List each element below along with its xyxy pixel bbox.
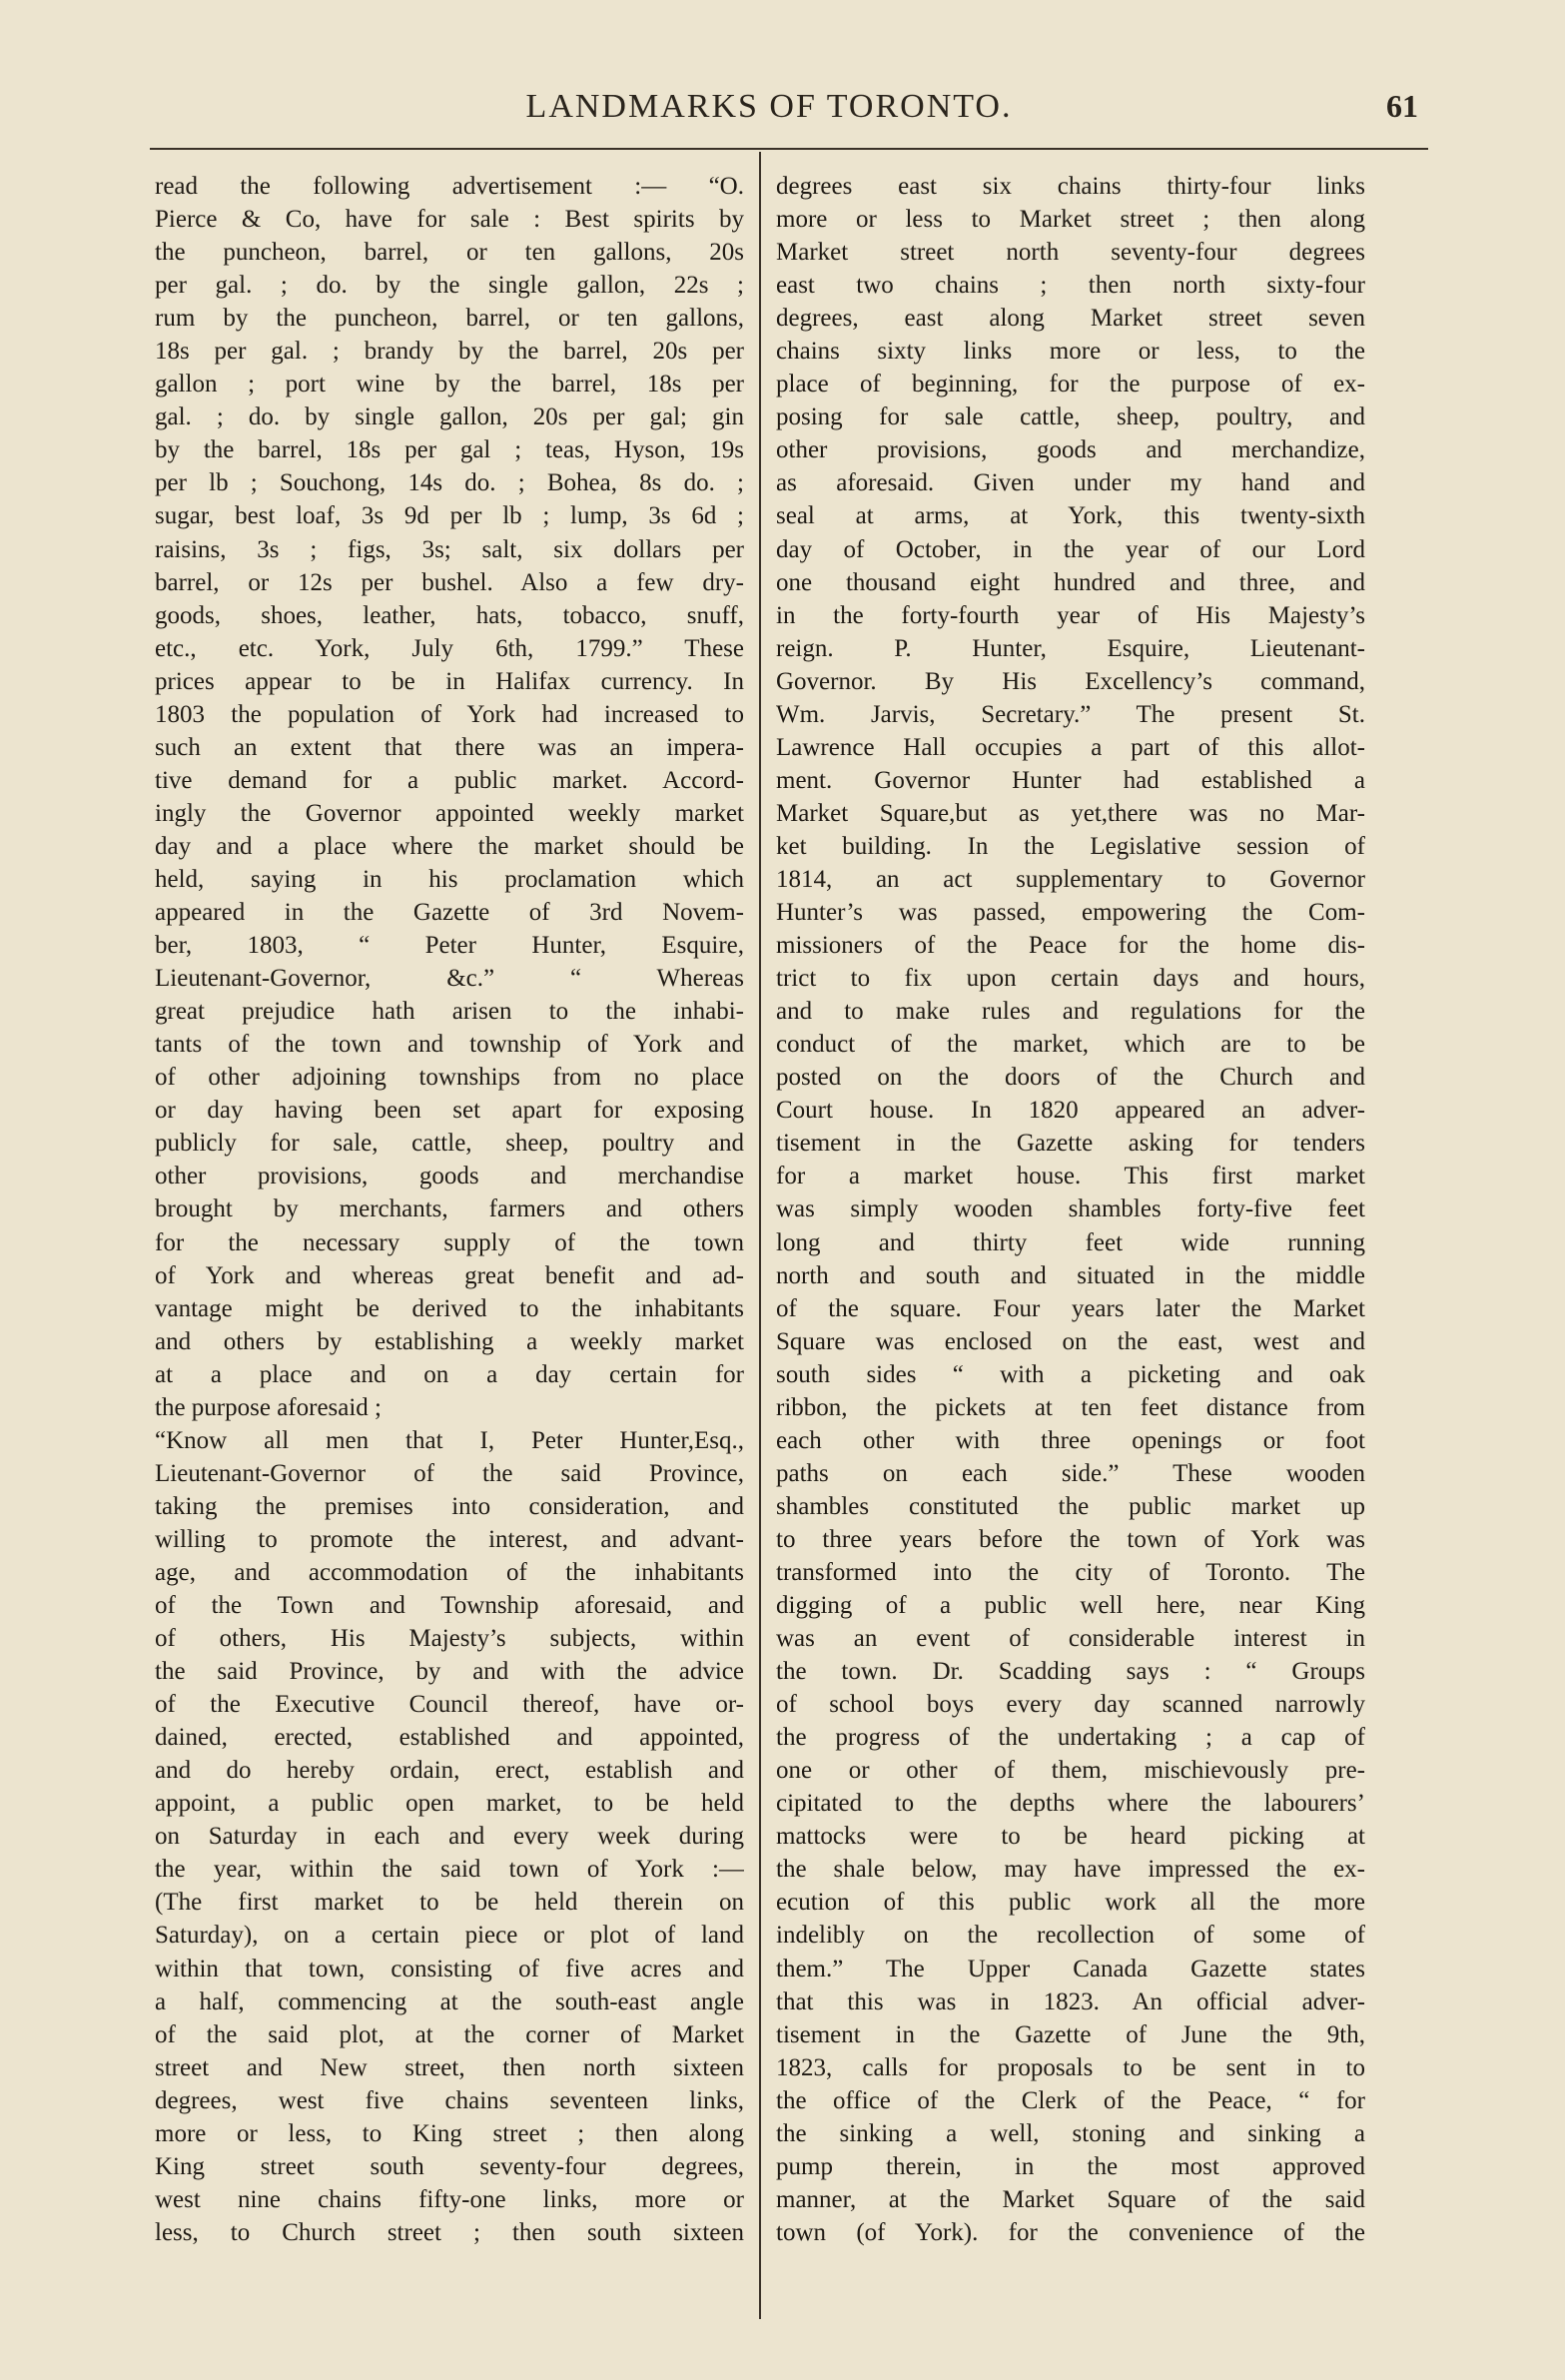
text-line: of the said plot, at the corner of Market [155,2020,744,2048]
text-line: missioners of the Peace for the home dis- [776,932,1365,960]
text-line: brought by merchants, farmers and others [155,1195,744,1223]
text-line: 1823, calls for proposals to be sent in to [776,2053,1365,2081]
text-line: by the barrel, 18s per gal ; teas, Hyson, 19s [155,436,744,464]
text-line: sugar, best loaf, 3s 9d per lb ; lump, 3s 6d ; [155,502,744,530]
text-line: raisins, 3s ; figs, 3s; salt, six dollars per [155,535,744,563]
text-line: long and thirty feet wide running [776,1228,1365,1256]
text-line: reign. P. Hunter, Esquire, Lieutenant- [776,634,1365,662]
text-line: day of October, in the year of our Lord [776,535,1365,563]
text-line: in the forty-fourth year of His Majesty’s [776,601,1365,629]
text-line: dained, erected, established and appointed, [155,1724,744,1752]
text-line: Lieutenant-Governor of the said Province, [155,1459,744,1487]
text-line: other provisions, goods and merchandise [155,1163,744,1190]
text-line: tisement in the Gazette of June the 9th, [776,2020,1365,2048]
text-line: paths on each side.” These wooden [776,1459,1365,1487]
text-line: indelibly on the recollection of some of [776,1922,1365,1950]
text-line: per lb ; Souchong, 14s do. ; Bohea, 8s do. ; [155,469,744,497]
text-line: ket building. In the Legislative session of [776,832,1365,860]
text-line: less, to Church street ; then south sixteen [155,2218,744,2246]
text-line: trict to fix upon certain days and hours, [776,965,1365,993]
text-line: the town. Dr. Scadding says : “ Groups [776,1658,1365,1686]
text-line: transformed into the city of Toronto. The [776,1558,1365,1586]
text-line: more or less to Market street ; then along [776,206,1365,234]
text-line: of the Town and Township aforesaid, and [155,1592,744,1620]
text-line: within that town, consisting of five acres and [155,1955,744,1983]
text-line: as aforesaid. Given under my hand and [776,469,1365,497]
text-line: 1803 the population of York had increased to [155,700,744,728]
column-divider [759,152,761,2319]
text-line: prices appear to be in Halifax currency. In [155,667,744,695]
text-line: at a place and on a day certain for [155,1360,744,1388]
text-line: the shale below, may have impressed the ex- [776,1856,1365,1884]
text-line: the purpose aforesaid ; [155,1393,383,1421]
text-line: “Know all men that I, Peter Hunter,Esq., [155,1426,744,1454]
text-line: Court house. In 1820 appeared an adver- [776,1097,1365,1125]
text-line: and do hereby ordain, erect, establish and [155,1757,744,1785]
text-line: Pierce & Co, have for sale : Best spirits by [155,206,744,234]
text-line: a half, commencing at the south-east angle [155,1987,744,2015]
right-column [776,170,1365,2249]
text-line: on Saturday in each and every week during [155,1823,744,1851]
text-line: held, saying in his proclamation which [155,865,744,893]
text-line: for the necessary supply of the town [155,1228,744,1256]
text-line: per gal. ; do. by the single gallon, 22s ; [155,272,744,300]
text-line: more or less, to King street ; then along [155,2119,744,2147]
text-line: south sides “ with a picketing and oak [776,1360,1365,1388]
text-line: that this was in 1823. An official adver- [776,1987,1365,2015]
text-line: great prejudice hath arisen to the inhabi- [155,998,744,1026]
text-line: and to make rules and regulations for the [776,998,1365,1026]
text-line: and others by establishing a weekly market [155,1327,744,1355]
left-column [155,170,744,2249]
text-line: appoint, a public open market, to be held [155,1790,744,1818]
text-line: was simply wooden shambles forty-five feet [776,1195,1365,1223]
text-line: west nine chains fifty-one links, more or [155,2185,744,2213]
text-line: Governor. By His Excellency’s command, [776,667,1365,695]
text-line: Saturday), on a certain piece or plot of land [155,1922,744,1950]
page-title: LANDMARKS OF TORONTO. [525,88,1013,125]
text-line: one thousand eight hundred and three, and [776,568,1365,596]
text-line: such an extent that there was an impera- [155,733,744,761]
text-line: ecution of this public work all the more [776,1889,1365,1917]
text-line: posted on the doors of the Church and [776,1064,1365,1092]
text-line: the puncheon, barrel, or ten gallons, 20s [155,239,744,267]
running-header [150,88,1418,138]
text-line: degrees, east along Market street seven [776,305,1365,333]
text-line: of York and whereas great benefit and ad- [155,1261,744,1289]
text-line: one or other of them, mischievously pre- [776,1757,1365,1785]
text-line: conduct of the market, which are to be [776,1031,1365,1059]
text-line: goods, shoes, leather, hats, tobacco, snuff, [155,601,744,629]
text-line: appeared in the Gazette of 3rd Novem- [155,899,744,927]
text-line: barrel, or 12s per bushel. Also a few dry- [155,568,744,596]
text-line: degrees east six chains thirty-four links [776,173,1365,200]
text-line: King street south seventy-four degrees, [155,2152,744,2180]
text-line: seal at arms, at York, this twenty-sixth [776,502,1365,530]
text-line: ingly the Governor appointed weekly market [155,799,744,827]
text-line: read the following advertisement :— “O. [155,173,744,200]
text-line: shambles constituted the public market up [776,1492,1365,1520]
text-line: 18s per gal. ; brandy by the barrel, 20s per [155,338,744,366]
text-line: 1814, an act supplementary to Governor [776,865,1365,893]
text-line: east two chains ; then north sixty-four [776,272,1365,300]
text-line: publicly for sale, cattle, sheep, poultry and [155,1130,744,1158]
header-rule [150,148,1428,150]
text-line: of other adjoining townships from no place [155,1064,744,1092]
text-line: of others, His Majesty’s subjects, within [155,1625,744,1653]
text-line: of the square. Four years later the Market [776,1294,1365,1322]
text-line: gallon ; port wine by the barrel, 18s per [155,371,744,398]
text-line: Lieutenant-Governor, &c.” “ Whereas [155,965,744,993]
text-line: willing to promote the interest, and advant- [155,1525,744,1553]
text-line: north and south and situated in the middle [776,1261,1365,1289]
text-line: was an event of considerable interest in [776,1625,1365,1653]
text-line: Wm. Jarvis, Secretary.” The present St. [776,700,1365,728]
text-line: (The first market to be held therein on [155,1889,744,1917]
text-line: Square was enclosed on the east, west and [776,1327,1365,1355]
text-line: ment. Governor Hunter had established a [776,766,1365,794]
text-line: Market street north seventy-four degrees [776,239,1365,267]
text-line: ber, 1803, “ Peter Hunter, Esquire, [155,932,744,960]
text-line: digging of a public well here, near King [776,1592,1365,1620]
text-line: tive demand for a public market. Accord- [155,766,744,794]
text-line: the said Province, by and with the advice [155,1658,744,1686]
text-line: place of beginning, for the purpose of ex- [776,371,1365,398]
text-line: street and New street, then north sixteen [155,2053,744,2081]
text-line: them.” The Upper Canada Gazette states [776,1955,1365,1983]
text-line: other provisions, goods and merchandize, [776,436,1365,464]
text-line: gal. ; do. by single gallon, 20s per gal; gin [155,403,744,431]
text-line: cipitated to the depths where the labourers’ [776,1790,1365,1818]
text-line: Market Square,but as yet,there was no Mar- [776,799,1365,827]
text-line: the progress of the undertaking ; a cap of [776,1724,1365,1752]
text-line: to three years before the town of York was [776,1525,1365,1553]
text-line: rum by the puncheon, barrel, or ten gallons, [155,305,744,333]
text-line: ribbon, the pickets at ten feet distance from [776,1393,1365,1421]
text-line: town (of York). for the convenience of the [776,2218,1365,2246]
text-line: Hunter’s was passed, empowering the Com- [776,899,1365,927]
text-line: tants of the town and township of York and [155,1031,744,1059]
text-line: tisement in the Gazette asking for tenders [776,1130,1365,1158]
text-line: each other with three openings or foot [776,1426,1365,1454]
text-line: of school boys every day scanned narrowly [776,1691,1365,1719]
text-line: the office of the Clerk of the Peace, “ for [776,2086,1365,2114]
text-line: day and a place where the market should be [155,832,744,860]
text-line: the year, within the said town of York :— [155,1856,744,1884]
text-line: vantage might be derived to the inhabitants [155,1294,744,1322]
text-line: age, and accommodation of the inhabitants [155,1558,744,1586]
text-line: taking the premises into consideration, and [155,1492,744,1520]
text-line: manner, at the Market Square of the said [776,2185,1365,2213]
text-line: of the Executive Council thereof, have or- [155,1691,744,1719]
text-line: for a market house. This first market [776,1163,1365,1190]
text-line: chains sixty links more or less, to the [776,338,1365,366]
text-line: pump therein, in the most approved [776,2152,1365,2180]
text-line: posing for sale cattle, sheep, poultry, and [776,403,1365,431]
page-number: 61 [1386,88,1418,124]
text-line: degrees, west five chains seventeen links, [155,2086,744,2114]
text-line: etc., etc. York, July 6th, 1799.” These [155,634,744,662]
text-line: or day having been set apart for exposing [155,1097,744,1125]
text-line: Lawrence Hall occupies a part of this allot- [776,733,1365,761]
text-line: the sinking a well, stoning and sinking a [776,2119,1365,2147]
text-line: mattocks were to be heard picking at [776,1823,1365,1851]
